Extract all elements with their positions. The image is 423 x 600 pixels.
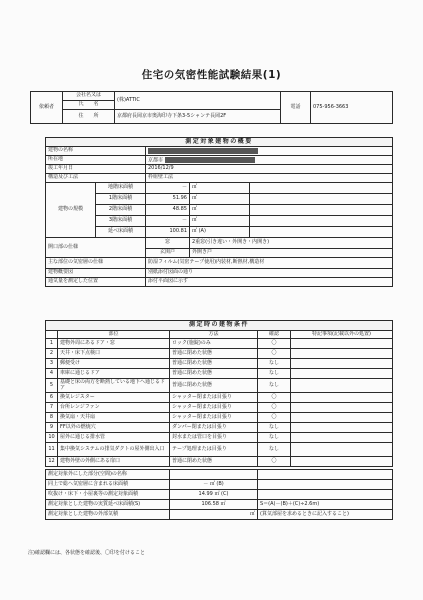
footnote: 注)確認欄には、各状態を確認後、〇印を付けること — [28, 550, 145, 556]
row-check: なし — [258, 433, 291, 443]
phone-label: 電話 — [281, 92, 311, 124]
results-table — [45, 469, 393, 520]
floor-label: 2階床面積 — [96, 205, 146, 216]
row-method: 普通に閉めた状態 — [170, 349, 258, 359]
row-part: 換気扇・天井扇 — [58, 413, 170, 423]
row-check: 〇 — [258, 339, 291, 349]
floor-label: 地階床面積 — [96, 183, 146, 194]
row-no: 12 — [46, 457, 58, 467]
floor-unit: ㎡ — [190, 194, 250, 205]
row-part: 台所レンジファン — [58, 403, 170, 413]
row-part: 車庫に通じるドア — [58, 369, 170, 379]
door-label: 玄関戸 — [146, 249, 190, 258]
floor-unit: ㎡ — [190, 205, 250, 216]
row-check: なし — [258, 443, 291, 457]
result-label: 測定対象とした建物の外部気積 — [46, 510, 170, 520]
row-check: 〇 — [258, 403, 291, 413]
row-part: 建物外周にあるドア・窓 — [58, 339, 170, 349]
row-part: 集中換気システムの排気ダクトの屋外側出入口 — [58, 443, 170, 457]
name-label-2: 氏 名 — [63, 101, 115, 110]
row-method: シャッター閉または目張り — [170, 403, 258, 413]
result-value — [170, 470, 258, 480]
address-value: 京都府長岡京市奥海印寺下条3-5シャンテ長岡2F — [115, 110, 281, 124]
row-part: 建物外壁の外側にある扉口 — [58, 457, 170, 467]
row-no: 6 — [46, 393, 58, 403]
row-part: 天井・床下点検口 — [58, 349, 170, 359]
outline-label: 建物概要図 — [46, 269, 146, 278]
location-value: 京都市 — [148, 157, 164, 164]
floor-value: 100.81 — [146, 227, 190, 238]
row-part: 郵便受け — [58, 359, 170, 369]
opening-label: 開口部の仕様 — [46, 238, 146, 258]
result-label: 測定対象外にした部分(空間)の名称 — [46, 470, 170, 480]
result-label: 吹抜け・床下・小屋裏等の測定対象面積 — [46, 490, 170, 500]
col-method: 方法 — [170, 331, 258, 339]
result-value: － ㎡ (B) — [170, 480, 258, 490]
completion-value: 2016/12/9 — [146, 165, 393, 174]
result-label: 測定対象とした建物の実質延べ床面積(S) — [46, 500, 170, 510]
row-no: 9 — [46, 423, 58, 433]
location-label: 所在地 — [46, 156, 146, 165]
outline-value: 別紙添付図面の通り — [146, 269, 393, 278]
row-no: 1 — [46, 339, 58, 349]
page-title: 住宅の気密性能試験結果(1) — [141, 69, 282, 81]
requester-name: (株)ATTIC — [115, 92, 281, 110]
row-check: 〇 — [258, 457, 291, 467]
row-no: 8 — [46, 413, 58, 423]
row-check: 〇 — [258, 393, 291, 403]
result-value: 14.99 ㎡ (C) — [170, 490, 258, 500]
row-method: ダンパー閉または目張り — [170, 423, 258, 433]
row-part: 換気レジスター — [58, 393, 170, 403]
conditions-table — [45, 320, 393, 467]
row-no: 11 — [46, 443, 58, 457]
name-label-1: 会社名又は — [63, 92, 115, 101]
result-value: 106.58 ㎡ — [170, 500, 258, 510]
building-table — [45, 137, 393, 287]
redacted-block — [148, 148, 258, 154]
row-check: なし — [258, 359, 291, 369]
result-note — [258, 480, 393, 490]
redacted-block — [165, 157, 255, 163]
row-check: なし — [258, 379, 291, 393]
requester-table — [30, 91, 393, 124]
completion-label: 竣工年月日 — [46, 165, 146, 174]
col-check: 確認 — [258, 331, 291, 339]
result-label: 同上で総へ気密層に含まれる床面積 — [46, 480, 170, 490]
row-check: 〇 — [258, 349, 291, 359]
scale-label: 建物の規模 — [46, 183, 96, 238]
floor-unit: ㎡ (A) — [190, 227, 250, 238]
address-label: 住 所 — [63, 110, 115, 124]
building-name-label: 建物の名称 — [46, 147, 146, 156]
requester-label: 依頼者 — [31, 92, 63, 124]
window-label: 窓 — [146, 238, 190, 249]
row-method: シャッター閉または目張り — [170, 393, 258, 403]
floor-value: 51.96 — [146, 194, 190, 205]
row-no: 5 — [46, 379, 58, 393]
col-part: 部位 — [58, 331, 170, 339]
row-method: シャッター閉または目張り — [170, 413, 258, 423]
floor-unit: ㎡ — [190, 183, 250, 194]
structure-label: 構造及び工法 — [46, 174, 146, 183]
row-no: 3 — [46, 359, 58, 369]
floor-unit: ㎡ — [190, 216, 250, 227]
row-method: 普通に閉めた状態 — [170, 359, 258, 369]
airtight-label: 主な部位の気密層の仕様 — [46, 258, 146, 269]
result-note — [258, 470, 393, 480]
window-value: 2重窓(引き違い・外開き・内開き) — [190, 238, 393, 249]
row-method: 普通に閉めた状態 — [170, 379, 258, 393]
airtight-value: 防湿フィルム(気密テープ使用)内装材,断熱材,構造材 — [146, 258, 393, 269]
row-method: ロック(施錠)のみ — [170, 339, 258, 349]
result-note: (算気部屋を求めるときに記入すること) — [258, 510, 393, 520]
result-note: S＝(A)－(B)＋(C)÷2.6m) — [258, 500, 393, 510]
row-method: 普通に閉めた状態 — [170, 457, 258, 467]
row-method: テープ処理または目張り — [170, 443, 258, 457]
result-note — [258, 490, 393, 500]
result-value: ㎥ — [170, 510, 258, 520]
row-check: なし — [258, 423, 291, 433]
row-no: 7 — [46, 403, 58, 413]
door-value: 外開き戸 — [190, 249, 393, 258]
floor-value: 48.85 — [146, 205, 190, 216]
row-no: 2 — [46, 349, 58, 359]
row-check: なし — [258, 369, 291, 379]
vent-label: 通気量を測定した位置 — [46, 278, 146, 287]
vent-value: 添付平面図に示す — [146, 278, 393, 287]
phone-value: 075-956-3663 — [311, 92, 393, 124]
floor-label: 延べ床面積 — [96, 227, 146, 238]
building-section-header: 測定対象建物の概要 — [46, 138, 393, 147]
row-no: 4 — [46, 369, 58, 379]
structure-value: 枠組壁工法 — [146, 174, 393, 183]
floor-value: － — [146, 216, 190, 227]
floor-label: 3階床面積 — [96, 216, 146, 227]
conditions-section-header: 測定時の建物条件 — [46, 321, 393, 331]
row-check: 〇 — [258, 413, 291, 423]
floor-value: － — [146, 183, 190, 194]
row-method: 封水または管口を目張り — [170, 433, 258, 443]
row-part: 屋外に通じる排水管 — [58, 433, 170, 443]
col-notes: 特記事項(記載以外の処置) — [291, 331, 393, 339]
row-part: FF以外の燃焼穴 — [58, 423, 170, 433]
row-method: 普通に閉めた状態 — [170, 369, 258, 379]
row-part: 基礎と床の両方を断熱している地下へ通じるドア — [58, 379, 170, 393]
floor-label: 1階床面積 — [96, 194, 146, 205]
row-no: 10 — [46, 433, 58, 443]
